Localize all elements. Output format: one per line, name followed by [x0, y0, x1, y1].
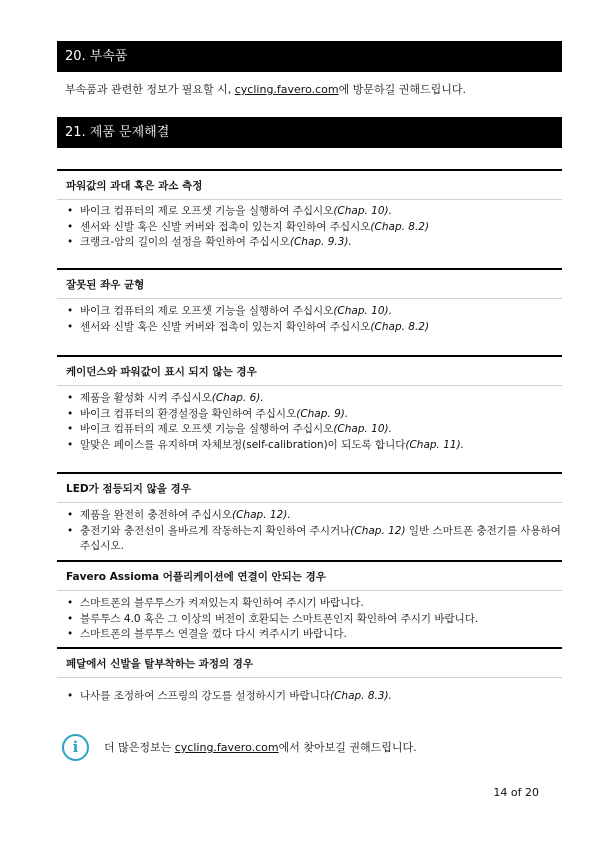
troubleshoot-balance — [57, 268, 562, 335]
item-text: 센서와 신발 혹은 신발 커버와 접촉이 있는지 확인하여 주십시오 — [80, 220, 371, 233]
list-item — [66, 204, 562, 220]
list-item — [66, 391, 562, 407]
list-item — [66, 438, 562, 454]
section-20-title: 20. 부속품 — [65, 49, 128, 64]
section-21-header — [57, 117, 562, 148]
list-item — [66, 524, 562, 555]
item-text: 바이크 컴퓨터의 제로 오프셋 기능을 실행하여 주십시오 — [80, 205, 334, 217]
block-heading: 페달에서 신발을 탈부착하는 과정의 경우 — [57, 647, 562, 678]
info-link[interactable]: cycling.favero.com — [174, 741, 279, 754]
list-item — [66, 235, 562, 251]
intro-text-before: 부속품과 관련한 정보가 필요할 시, — [65, 83, 235, 96]
chapter-ref: (Chap. 12). — [232, 509, 291, 521]
list-item — [66, 508, 562, 524]
block-item-list — [57, 689, 562, 705]
list-item — [66, 220, 562, 236]
item-text-after: 일반 스마트폰 충전기를 사용하여 주십시오. — [80, 524, 561, 552]
list-item — [66, 627, 562, 643]
troubleshoot-led — [57, 472, 562, 555]
chapter-ref: (Chap. 10). — [333, 305, 392, 317]
chapter-ref: (Chap. 6). — [211, 392, 264, 404]
list-item — [66, 596, 562, 612]
item-text: 바이크 컴퓨터의 제로 오프셋 기능을 실행하여 주십시오 — [80, 305, 334, 317]
block-item-list — [57, 508, 562, 555]
chapter-ref: (Chap. 8.2) — [370, 320, 430, 333]
list-item — [66, 612, 562, 628]
troubleshoot-cleat-engagement — [57, 647, 562, 705]
section-21-title: 21. 제품 문제해결 — [65, 125, 170, 140]
block-item-list — [57, 596, 562, 643]
item-text: 스마트폰의 블루투스 연결을 껐다 다시 켜주시기 바랍니다. — [80, 628, 347, 640]
info-icon: i — [62, 734, 89, 761]
block-heading: 잘못된 좌우 균형 — [57, 268, 562, 299]
item-text: 센서와 신발 혹은 신발 커버와 접촉이 있는지 확인하여 주십시오 — [80, 320, 371, 333]
list-item — [66, 320, 562, 336]
chapter-ref: (Chap. 11). — [405, 438, 465, 451]
list-item — [66, 689, 562, 705]
list-item — [66, 407, 562, 423]
page-number: 14 of 20 — [493, 786, 539, 799]
info-text-before: 더 많은정보는 — [104, 741, 175, 754]
block-item-list — [57, 204, 562, 251]
chapter-ref: (Chap. 9). — [296, 407, 349, 420]
block-heading: Favero Assioma 어플리케이션에 연결이 안되는 경우 — [57, 560, 562, 591]
list-item — [66, 422, 562, 438]
item-text: 스마트폰의 블루투스가 켜져있는지 확인하여 주시기 바랍니다. — [80, 597, 364, 609]
chapter-ref: (Chap. 8.3). — [329, 690, 392, 702]
item-text: 제품을 활성화 시켜 주십시오 — [80, 392, 212, 404]
list-item — [66, 304, 562, 320]
block-heading: 파워값의 과대 혹은 과소 측정 — [57, 169, 562, 200]
troubleshoot-app-connection — [57, 560, 562, 643]
item-text: 충전기와 충전선이 올바르게 작동하는지 확인하여 주시거나 — [80, 524, 351, 537]
item-text: 바이크 컴퓨터의 환경설정을 확인하여 주십시오 — [80, 407, 297, 420]
more-info-note — [62, 733, 417, 761]
troubleshoot-no-cadence-power — [57, 355, 562, 453]
item-text: 제품을 완전히 충전하여 주십시오 — [80, 509, 233, 521]
item-text: 크랭크-암의 길이의 설정을 확인하여 주십시오 — [80, 236, 290, 248]
accessories-intro — [65, 81, 555, 97]
chapter-ref: (Chap. 9.3). — [289, 236, 352, 248]
block-item-list — [57, 304, 562, 335]
intro-text-after: 에 방문하길 권해드립니다. — [338, 83, 466, 96]
intro-link[interactable]: cycling.favero.com — [234, 83, 339, 96]
info-text-after: 에서 찾아보길 권해드립니다. — [278, 741, 417, 754]
block-heading: 케이던스와 파워값이 표시 되지 않는 경우 — [57, 355, 562, 386]
more-info-text — [104, 739, 417, 755]
block-item-list — [57, 391, 562, 453]
troubleshoot-power-measurement — [57, 169, 562, 251]
item-text: 블루투스 4.0 혹은 그 이상의 버전이 호환되는 스마트폰인지 확인하여 주시기 바랍니다. — [80, 612, 479, 625]
item-text: 바이크 컴퓨터의 제로 오프셋 기능을 실행하여 주십시오 — [80, 423, 334, 435]
chapter-ref: (Chap. 8.2) — [370, 220, 430, 233]
chapter-ref: (Chap. 12) — [350, 524, 406, 537]
item-text: 알맞은 페이스를 유지하며 자체보정(self-calibration)이 되도록 합니다 — [80, 438, 406, 451]
chapter-ref: (Chap. 10). — [333, 205, 392, 217]
item-text: 나사를 조정하여 스프링의 강도를 설정하시기 바랍니다 — [80, 690, 330, 702]
chapter-ref: (Chap. 10). — [333, 423, 392, 435]
section-20-header — [57, 41, 562, 72]
block-heading: LED가 점등되지 않을 경우 — [57, 472, 562, 503]
